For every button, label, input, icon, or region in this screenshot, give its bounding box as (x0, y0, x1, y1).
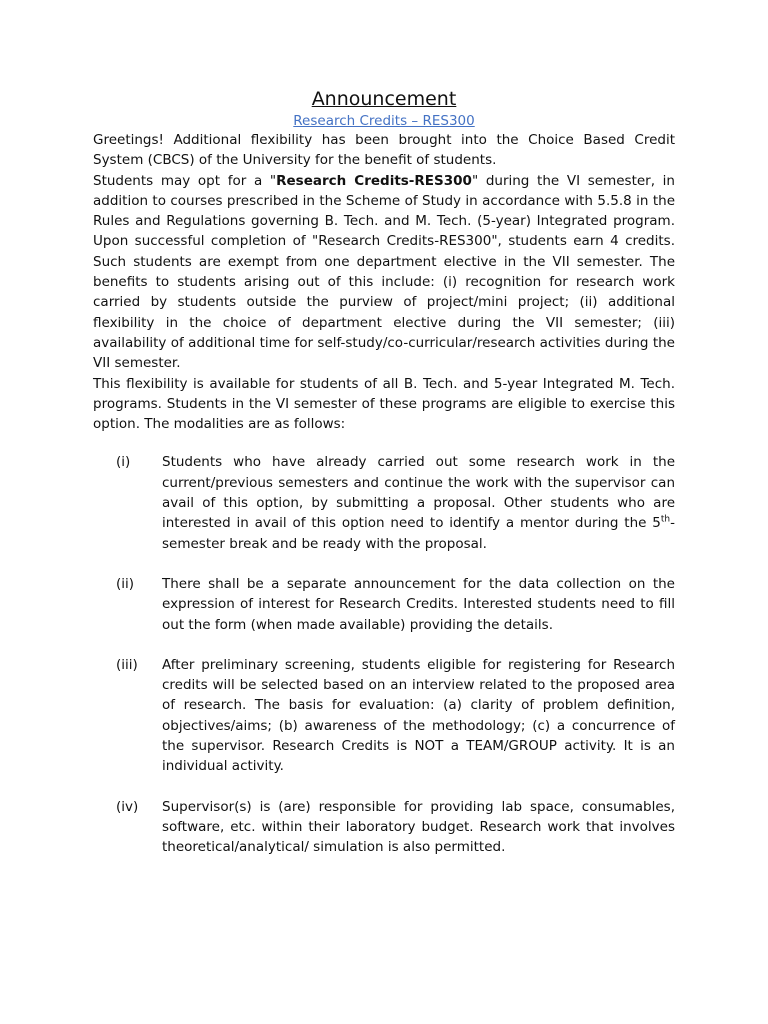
modality-marker: (iii) (116, 656, 138, 673)
modality-text-after-sup: -semester break and be ready with the proposal. (162, 515, 675, 552)
research-credits-paragraph (93, 171, 675, 374)
eligibility-paragraph: This flexibility is available for students of all B. Tech. and 5-year Integrated M. Tech. programs. Students in the VI semester of these programs are eligible to exercise this option. The modalities are as follows: (93, 375, 675, 433)
modality-item (93, 452, 675, 553)
greeting-paragraph: Greetings! Additional flexibility has been brought into the Choice Based Credit System (CBCS) of the University for the benefit of students. (93, 132, 675, 169)
modality-text (162, 452, 675, 553)
modality-marker: (i) (116, 454, 131, 471)
subtitle (93, 112, 675, 130)
document-body (93, 88, 675, 878)
announcement-title: Announcement (311, 88, 457, 110)
modalities-list (93, 452, 675, 857)
modality-text: After preliminary screening, students eligible for registering for Research credits will be selected based on an interview related to the proposed area of research. The basis for evaluation: (a) clarity of problem definition, objectives/aims; (b) awareness of the methodology; (c) a concurrence of the supervisor. Research Credits is NOT a TEAM/GROUP activity. It is an individual activity. (162, 656, 675, 775)
rc-text-2: " during the VI semester, in addition to courses prescribed in the Scheme of Study in accordance with 5.5.8 in the Rules and Regulations governing B. Tech. and M. Tech. (5-year) Integrated program. Upon successful completion of "Research Credits-RES300", students earn 4 credits. Such students are exempt from one department elective in the VII semester. The benefits to students arising out of this include: (i) recognition for research work carried by students outside the purview of project/mini project; (ii) additional flexibility in the choice of department elective during the VII semester; (iii) availability of additional time for self-study/co-curricular/research activities during the VII semester. (93, 172, 675, 372)
modality-text: Supervisor(s) is (are) responsible for providing lab space, consumables, software, etc. within their laboratory budget. Research work that involves theoretical/analytical/ simulation is also permitted. (162, 798, 675, 856)
modality-superscript: th (660, 514, 671, 525)
modality-text: There shall be a separate announcement for the data collection on the expression of interest for Research Credits. Interested students need to fill out the form (when made available) providing the details. (162, 575, 675, 633)
modality-item (93, 655, 675, 777)
modality-text-before-sup: Students who have already carried out some research work in the current/previous semesters and continue the work with the supervisor can avail of this option, by submitting a proposal. Other students who are interested in avail of this option need to identify a mentor during the 5 (162, 454, 675, 532)
modality-marker: (iv) (116, 798, 139, 815)
rc-text-1: Students may opt for a " (93, 172, 277, 189)
course-link[interactable]: Research Credits – RES300 (293, 113, 475, 129)
modality-item (93, 797, 675, 858)
rc-bold-name: Research Credits-RES300 (276, 172, 472, 189)
modality-item (93, 574, 675, 635)
modality-marker: (ii) (116, 575, 135, 592)
